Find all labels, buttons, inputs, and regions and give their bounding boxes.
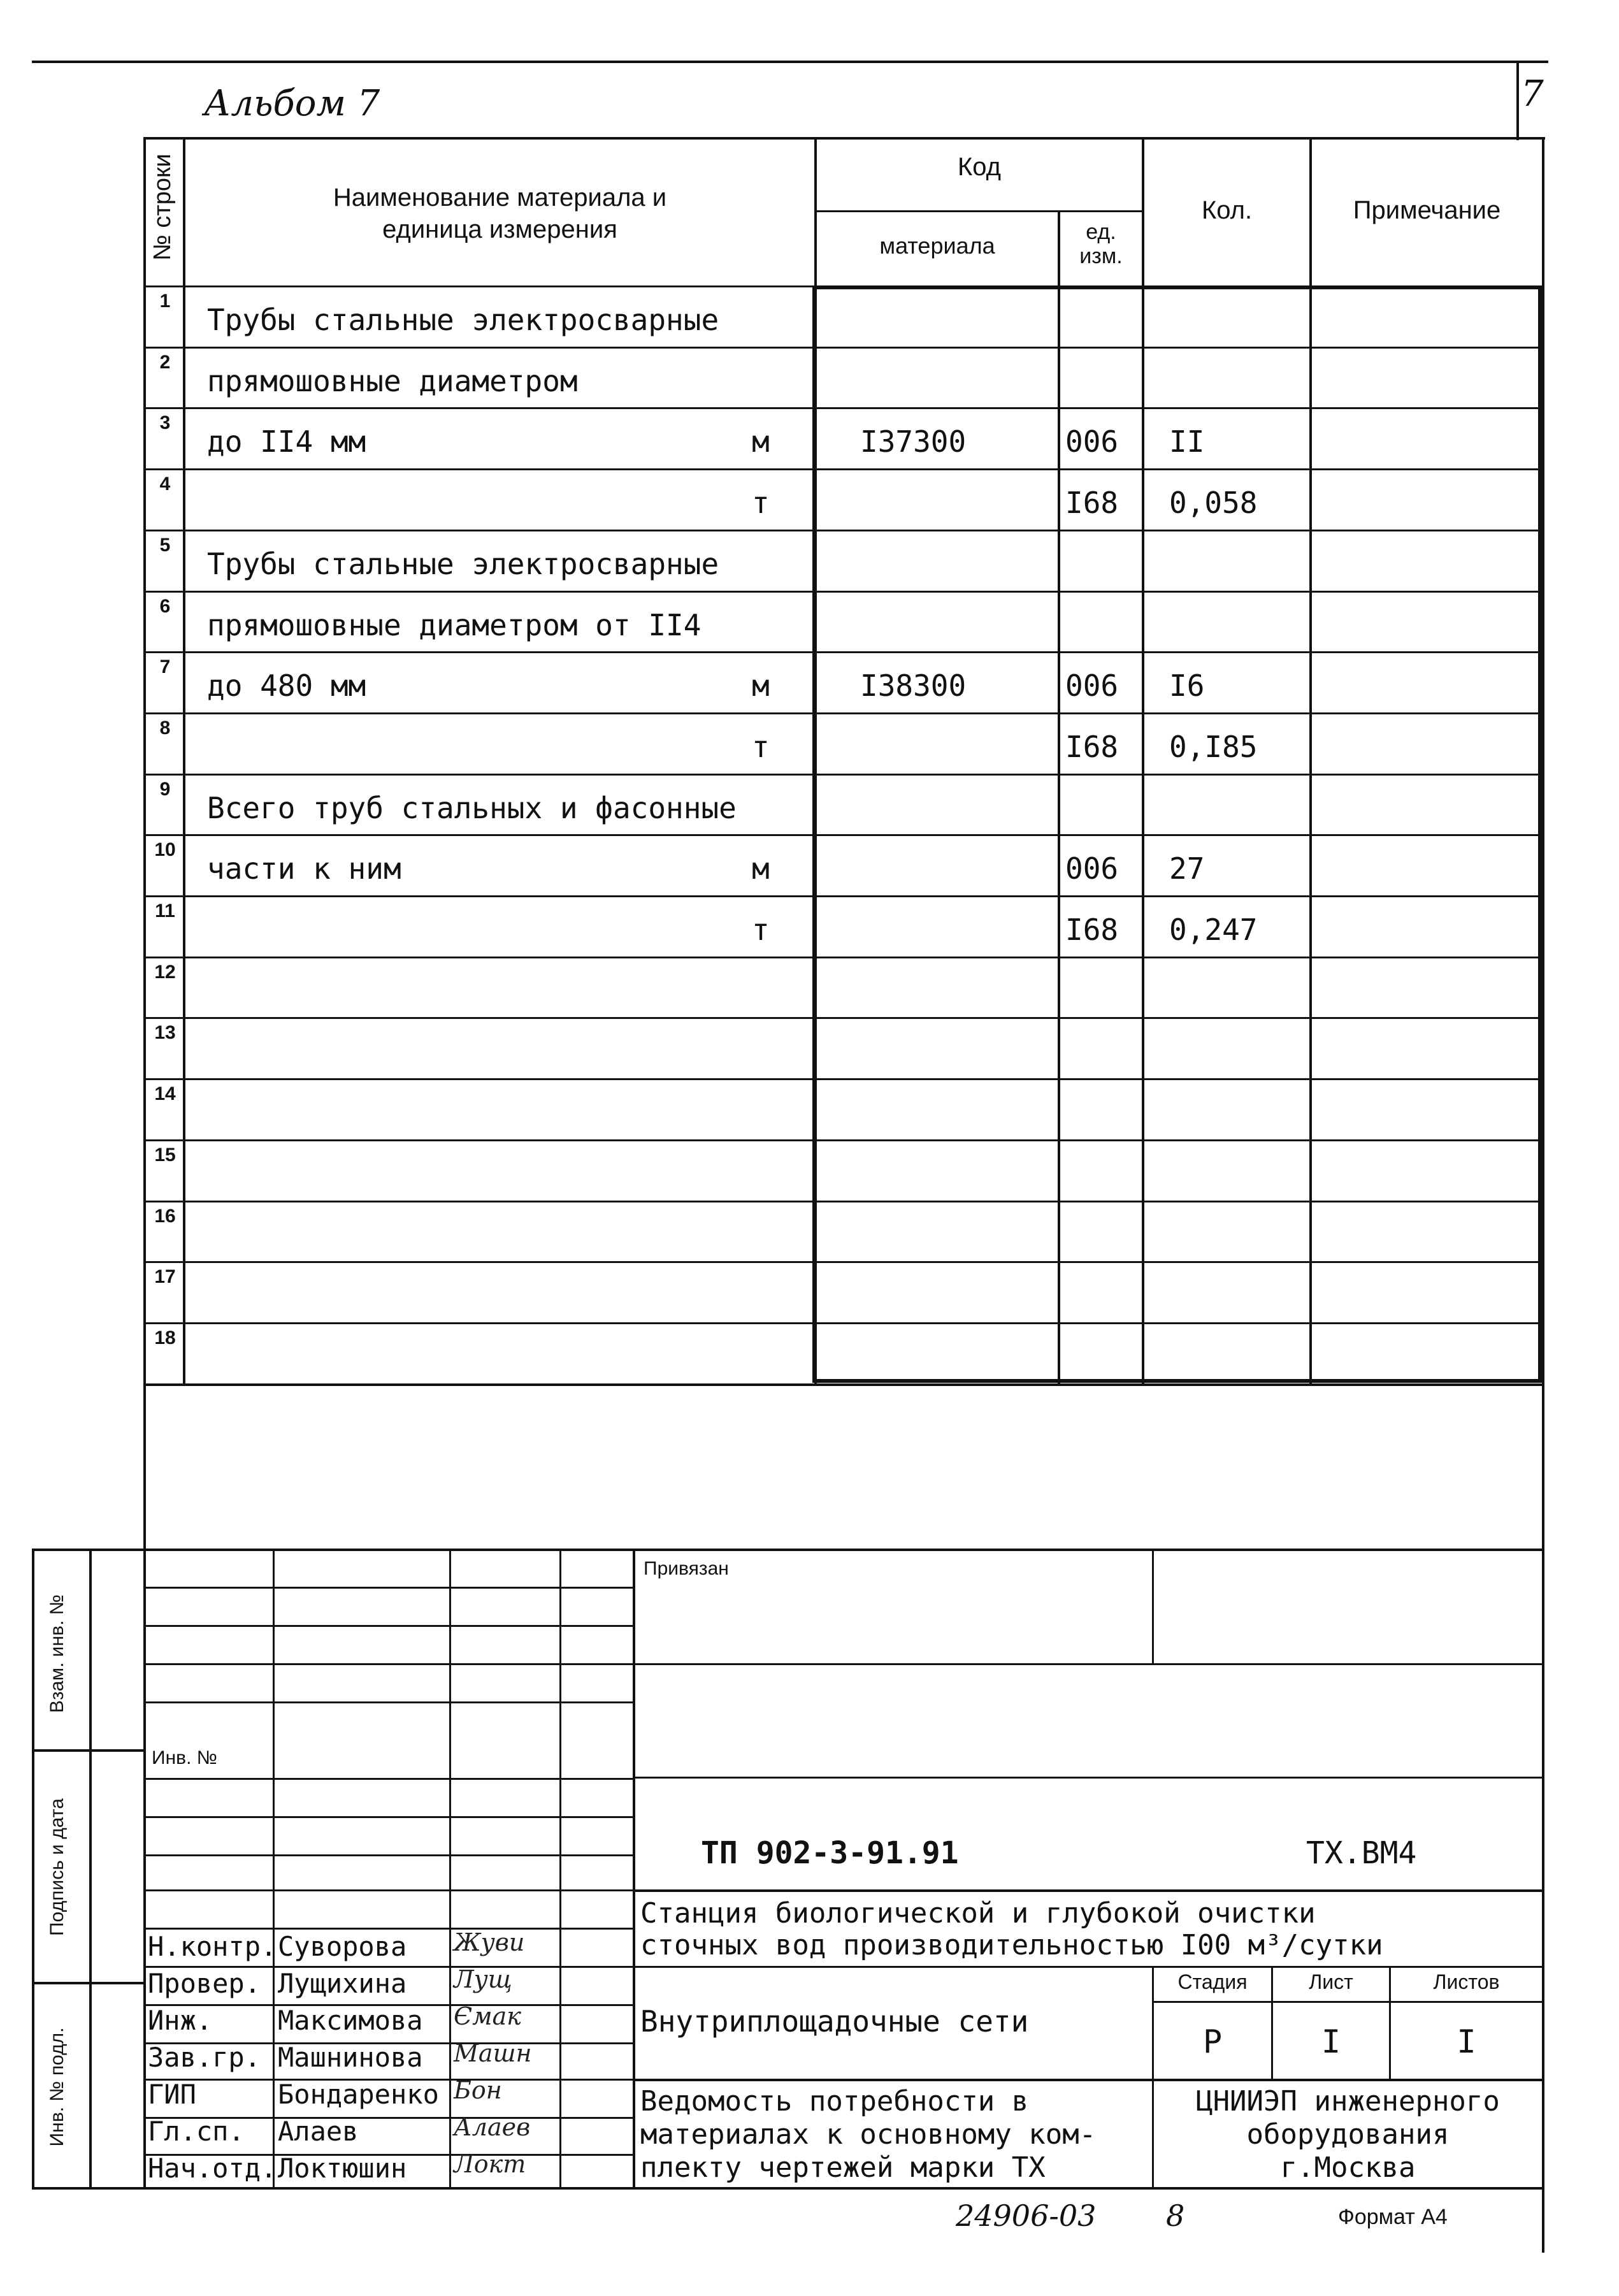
row-name: прямошовные диаметром: [207, 364, 578, 398]
doc-code: ТП 902-3-91.91: [701, 1835, 959, 1871]
row-material-code: I38300: [860, 668, 967, 703]
doc-title: [640, 2085, 1096, 2184]
row-number: 15: [154, 1144, 176, 1166]
format-label: Формат А4: [1338, 2205, 1448, 2229]
side-label-vzam: Взам. инв. №: [47, 1594, 68, 1713]
org-line1: ЦНИИЭП инженерного: [1196, 2085, 1500, 2118]
staff-grid-rule: [143, 1663, 634, 1665]
sheet-value: I: [1321, 2023, 1341, 2060]
staff-role: Зав.гр.: [148, 2042, 261, 2073]
staff-name: Максимова: [278, 2005, 423, 2036]
unit-header: [1060, 220, 1142, 268]
name-header: [185, 182, 814, 245]
row-number: 11: [155, 900, 175, 921]
sheets-label: Листов: [1433, 1970, 1500, 1993]
row-quantity: II: [1169, 424, 1205, 459]
page-number: 7: [1521, 73, 1544, 115]
frame-left: [143, 137, 146, 2189]
staff-col-2: [449, 1549, 451, 2189]
row-quantity: 27: [1169, 851, 1205, 886]
staff-grid-rule: [143, 1587, 634, 1589]
row-unit: т: [752, 730, 770, 764]
row-unit: м: [752, 851, 770, 886]
material-header: материала: [879, 233, 995, 259]
row-unit-code: I68: [1065, 486, 1119, 520]
row-number: 2: [159, 352, 171, 373]
row-name: Трубы стальные электросварные: [207, 303, 719, 337]
staff-role: Гл.сп.: [148, 2116, 245, 2147]
album-label: Альбом 7: [204, 83, 380, 124]
side-mid: [89, 1549, 92, 2189]
staff-grid-rule: [143, 1625, 634, 1627]
staff-signature: Алаев: [454, 2113, 531, 2141]
frame-right: [1542, 137, 1544, 2253]
side-left: [32, 1549, 34, 2189]
unit-header-line1: ед.: [1086, 220, 1116, 244]
row-number: 3: [159, 412, 171, 433]
row-unit: т: [752, 913, 770, 947]
staff-name: Лущихина: [278, 1968, 407, 1999]
staff-role: Нач.отд.: [148, 2153, 277, 2184]
org-line2: оборудования: [1246, 2118, 1450, 2151]
archive-page: 8: [1166, 2199, 1185, 2233]
archive-number: 24906-03: [956, 2199, 1097, 2233]
row-material-code: I37300: [860, 424, 967, 459]
side-rule-2: [32, 1982, 143, 1984]
row-number: 5: [159, 535, 171, 556]
row-quantity: 0,I85: [1169, 730, 1258, 764]
row-unit-code: I68: [1065, 730, 1119, 764]
row-number: 12: [154, 962, 176, 983]
code-header: Код: [957, 153, 1001, 181]
staff-signature: Машн: [454, 2039, 532, 2067]
row-number: 13: [154, 1022, 176, 1043]
stage-value: Р: [1202, 2023, 1223, 2060]
side-label-podpis: Подпись и дата: [47, 1798, 68, 1936]
top-rule: [32, 61, 1548, 63]
row-number: 7: [159, 656, 171, 677]
row-number: 18: [154, 1327, 176, 1348]
staff-signature: Жуви: [454, 1928, 525, 1956]
row-unit-code: 006: [1065, 424, 1119, 459]
staff-name: Бондаренко: [278, 2079, 439, 2110]
staff-col-4: [633, 1549, 635, 2189]
row-number: 14: [154, 1083, 176, 1104]
staff-grid-rule: [143, 1854, 634, 1856]
doc-title-line3: плекту чертежей марки ТХ: [640, 2151, 1046, 2184]
staff-name: Суворова: [278, 1931, 407, 1962]
row-quantity: 0,247: [1169, 913, 1258, 947]
tb-rule-e: [634, 2079, 1544, 2081]
row-number: 10: [154, 839, 176, 860]
row-quantity: 0,058: [1169, 486, 1258, 520]
row-name: прямошовные диаметром от II4: [207, 608, 702, 642]
tb-rule-b: [634, 1777, 1544, 1779]
sheets-value: I: [1457, 2023, 1476, 2060]
section-title: Внутриплощадочные сети: [640, 2004, 1029, 2039]
code-subheader-rule: [814, 210, 1144, 212]
staff-col-1: [273, 1549, 275, 2189]
staff-grid-rule: [143, 1778, 634, 1780]
organization: [1154, 2085, 1542, 2184]
row-number-header: № строки: [149, 154, 176, 261]
row-name: до II4 мм: [207, 424, 366, 459]
name-header-line2: единица измерения: [382, 215, 617, 243]
staff-signature: Ємак: [454, 2002, 521, 2030]
privyazan-divider: [1152, 1549, 1154, 1663]
note-header: Примечание: [1353, 196, 1501, 224]
tb-rule-stage: [1152, 2001, 1544, 2003]
row-number: 1: [159, 291, 171, 312]
row-name: части к ним: [207, 851, 401, 886]
unit-header-line2: изм.: [1079, 244, 1123, 268]
staff-grid-rule: [143, 1701, 634, 1703]
doc-title-line1: Ведомость потребности в: [640, 2085, 1029, 2118]
staff-signature: Бон: [454, 2076, 502, 2104]
row-number: 4: [159, 473, 171, 495]
row-number: 6: [159, 596, 171, 617]
row-unit: т: [752, 486, 770, 520]
org-line3: г.Москва: [1280, 2151, 1416, 2184]
doc-mark: ТХ.ВМ4: [1306, 1835, 1417, 1871]
tb-rule-a: [634, 1663, 1544, 1665]
staff-col-3: [559, 1549, 561, 2189]
code-block-bold-frame: [812, 285, 1542, 1383]
staff-name: Алаев: [278, 2116, 359, 2147]
staff-signature: Лущ: [454, 1965, 512, 1993]
qty-header: Кол.: [1201, 196, 1253, 224]
row-number: 17: [154, 1266, 176, 1287]
table-top-rule: [143, 137, 1545, 140]
side-top-rule: [32, 1549, 143, 1551]
table-bottom-rule: [143, 1383, 1544, 1386]
row-name: Трубы стальные электросварные: [207, 547, 719, 581]
row-unit-code: 006: [1065, 851, 1119, 886]
project-line2: сточных вод производительностью I00 м³/сутки: [640, 1929, 1383, 1961]
staff-role: ГИП: [148, 2079, 196, 2110]
row-number: 16: [154, 1206, 176, 1227]
col-sep-num: [183, 137, 185, 1386]
side-rule-1: [32, 1749, 143, 1752]
staff-name: Локтюшин: [278, 2153, 407, 2184]
row-unit-code: I68: [1065, 913, 1119, 947]
tb-top-rule: [143, 1549, 1544, 1551]
row-unit-code: 006: [1065, 668, 1119, 703]
privyazan-label: Привязан: [644, 1558, 729, 1579]
row-quantity: I6: [1169, 668, 1205, 703]
staff-grid-rule: [143, 1889, 634, 1891]
row-unit: м: [752, 424, 770, 459]
page-number-box-left: [1516, 61, 1519, 140]
sheet-label: Лист: [1309, 1970, 1353, 1993]
row-name: Всего труб стальных и фасонные: [207, 791, 737, 825]
side-label-inv-podl: Инв. № подл.: [47, 2027, 68, 2147]
row-number: 8: [159, 718, 171, 739]
staff-grid-rule: [143, 1816, 634, 1818]
staff-role: Инж.: [148, 2005, 213, 2036]
staff-name: Машнинова: [278, 2042, 423, 2073]
name-header-line1: Наименование материала и: [333, 184, 667, 212]
project-title: [640, 1898, 1383, 1961]
stage-label: Стадия: [1177, 1970, 1248, 1993]
staff-role: Н.контр.: [148, 1931, 277, 1962]
staff-grid-rule: [143, 1928, 634, 1930]
tb-rule-d: [634, 1966, 1544, 1968]
tb-rule-c: [634, 1889, 1544, 1892]
staff-role: Провер.: [148, 1968, 261, 1999]
tb-bottom-rule: [32, 2187, 1544, 2190]
row-number: 9: [159, 779, 171, 800]
staff-signature: Локт: [454, 2150, 526, 2178]
row-name: до 480 мм: [207, 668, 366, 703]
inv-no-label: Инв. №: [152, 1747, 217, 1768]
row-unit: м: [752, 668, 770, 703]
doc-title-line2: материалах к основному ком-: [640, 2118, 1097, 2151]
project-line1: Станция биологической и глубокой очистки: [640, 1897, 1316, 1930]
